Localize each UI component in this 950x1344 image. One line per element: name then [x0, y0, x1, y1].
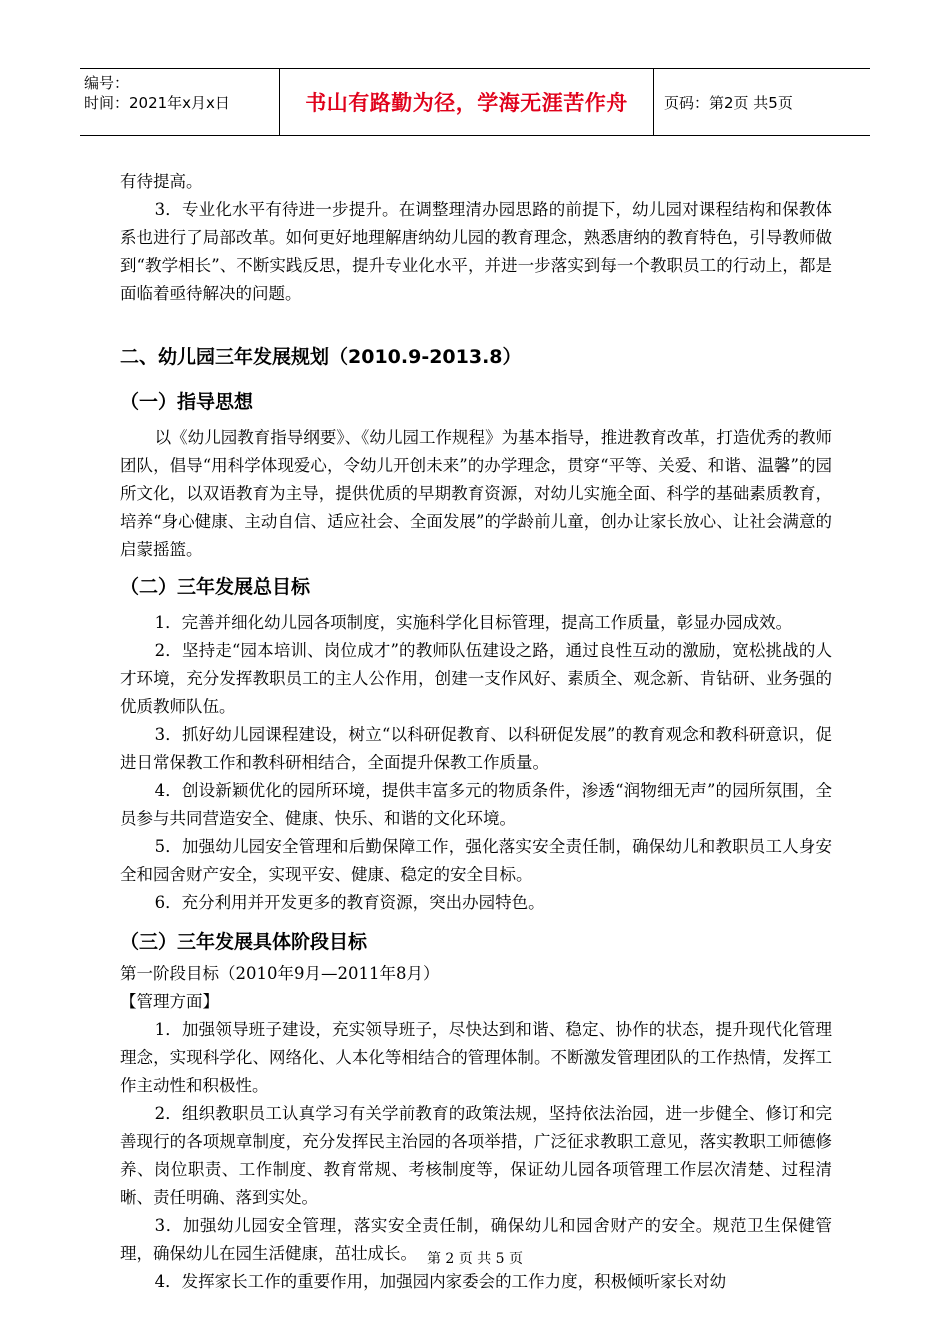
guiding-thought-title: （一）指导思想 — [120, 391, 254, 413]
header-motto-cell — [280, 69, 654, 135]
section2-title: 二、幼儿园三年发展规划（2010.9-2013.8） — [120, 346, 522, 368]
goal-item: 4．创设新颖优化的园所环境，提供丰富多元的物质条件，渗透“润物细无声”的园所氛围，全员参与共同营造安全、健康、快乐、和谐的文化环境。 — [120, 781, 832, 828]
stage-goals-title: （三）三年发展具体阶段目标 — [120, 931, 368, 953]
page-header — [80, 68, 870, 136]
management-item: 1．加强领导班子建设，充实领导班子，尽快达到和谐、稳定、协作的状态，提升现代化管理理念，实现科学化、网络化、人本化等相结合的管理体制。不断激发管理团队的工作热情，发挥工作主动性和积极性。 — [120, 1020, 832, 1095]
management-item: 2．组织教职员工认真学习有关学前教育的政策法规，坚持依法治园，进一步健全、修订和完善现行的各项规章制度，充分发挥民主治园的各项举措，广泛征求教职工意见，落实教职工师德修养、岗位职责、工作制度、教育常规、考核制度等，保证幼儿园各项管理工作层次清楚、过程清晰、责任明确、落到实处。 — [120, 1104, 832, 1207]
number-label: 编号： — [84, 74, 130, 92]
management-item: 3．加强幼儿园安全管理，落实安全责任制，确保幼儿和园舍财产的安全。规范卫生保健管理，确保幼儿在园生活健康，茁壮成长。 — [120, 1216, 832, 1263]
goal-item: 1．完善并细化幼儿园各项制度，实施科学化目标管理，提高工作质量，彰显办园成效。 — [154, 613, 793, 632]
goal-item: 5．加强幼儿园安全管理和后勤保障工作，强化落实安全责任制，确保幼儿和教职员工人身安全和园舍财产安全，实现平安、健康、稳定的安全目标。 — [120, 837, 832, 884]
goal-item: 2．坚持走“园本培训、岗位成才”的教师队伍建设之路，通过良性互动的激励，宽松挑战的人才环境，充分发挥教职员工的主人公作用，创建一支作风好、素质全、观念新、肯钻研、业务强的优质教师队伍。 — [120, 641, 832, 716]
header-motto: 书山有路勤为径，学海无涯苦作舟 — [305, 91, 628, 115]
overall-goals-title: （二）三年发展总目标 — [120, 576, 311, 598]
time-label: 时间：2021年x月x日 — [84, 94, 230, 112]
management-label: 【管理方面】 — [120, 992, 219, 1011]
page-footer: 第 2 页 共 5 页 — [426, 1251, 524, 1267]
goal-item: 6．充分利用并开发更多的教育资源，突出办园特色。 — [154, 893, 545, 912]
management-item: 4．发挥家长工作的重要作用，加强园内家委会的工作力度，积极倾听家长对幼 — [154, 1272, 727, 1291]
goal-item: 3．抓好幼儿园课程建设，树立“以科研促教育、以科研促发展”的教育观念和教科研意识，促进日常保教工作和教科研相结合，全面提升保教工作质量。 — [120, 725, 832, 772]
header-meta — [80, 69, 280, 135]
page-label: 页码：第2页 共5页 — [664, 93, 793, 112]
header-page-cell — [654, 69, 870, 135]
item3-paragraph: 3．专业化水平有待进一步提升。在调整理清办园思路的前提下，幼儿园对课程结构和保教体系也进行了局部改革。如何更好地理解唐纳幼儿园的教育理念，熟悉唐纳的教育特色，引导教师做到“教学相长”、不断实践反思，提升专业化水平，并进一步落实到每一个教职员工的行动上，都是面临着亟待解决的问题。 — [120, 200, 832, 303]
document-body — [120, 168, 832, 1296]
intro-paragraph: 有待提高。 — [120, 172, 203, 191]
guiding-thought-text: 以《幼儿园教育指导纲要》、《幼儿园工作规程》为基本指导，推进教育改革，打造优秀的教师团队，倡导“用科学体现爱心，令幼儿开创未来”的办学理念，贯穿“平等、关爱、和谐、温馨”的园所文化，以双语教育为主导，提供优质的早期教育资源，对幼儿实施全面、科学的基础素质教育，培养“身心健康、主动自信、适应社会、全面发展”的学龄前儿童，创办让家长放心、让社会满意的启蒙摇篮。 — [120, 428, 832, 559]
stage1-title: 第一阶段目标（2010年9月—2011年8月） — [120, 964, 440, 983]
